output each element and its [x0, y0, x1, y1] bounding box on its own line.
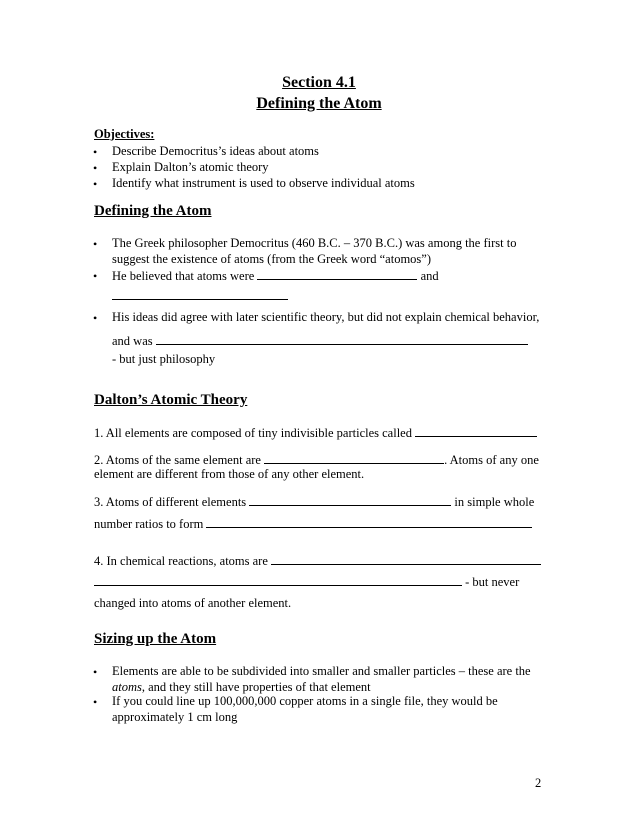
sizing-line-2-rest: , and they still have properties of that element — [141, 680, 371, 694]
answer-blank[interactable] — [257, 268, 417, 280]
objectives-heading: Objectives: — [94, 127, 155, 141]
dalton-point-4-line-3: changed into atoms of another element. — [94, 596, 292, 610]
answer-blank[interactable] — [112, 299, 288, 300]
dalton-point-4 — [94, 553, 541, 569]
bullet-icon: • — [93, 161, 98, 175]
bullet-icon: • — [93, 665, 98, 679]
objective-item: Describe Democritus’s ideas about atoms — [112, 144, 319, 158]
answer-blank[interactable] — [264, 452, 444, 464]
ideas-line-3: - but just philosophy — [112, 352, 216, 366]
answer-blank[interactable] — [206, 516, 532, 528]
sizing-line-2 — [112, 680, 371, 695]
objective-item: Explain Dalton’s atomic theory — [112, 160, 269, 174]
answer-blank[interactable] — [271, 553, 541, 565]
dalton-point-2-line-2: element are different from those of any other element. — [94, 467, 365, 481]
sizing-heading: Sizing up the Atom — [94, 631, 217, 647]
point-3-line-2-text: number ratios to form — [94, 517, 204, 531]
defining-atom-heading: Defining the Atom — [94, 203, 212, 219]
atoms-emphasis: atoms — [112, 680, 142, 694]
bullet-icon: • — [93, 145, 98, 159]
answer-blank[interactable] — [415, 425, 537, 437]
section-number: Section 4.1 — [282, 74, 356, 91]
point-3-post: in simple whole — [454, 495, 535, 509]
answer-blank[interactable] — [156, 333, 528, 345]
point-3-text: 3. Atoms of different elements — [94, 495, 247, 509]
page-number: 2 — [535, 776, 542, 790]
point-4-text: 4. In chemical reactions, atoms are — [94, 554, 268, 568]
dalton-point-2 — [94, 452, 539, 468]
copper-line-2: approximately 1 cm long — [112, 710, 238, 724]
bullet-icon: • — [93, 269, 98, 283]
bullet-icon: • — [93, 311, 98, 325]
objective-item: Identify what instrument is used to observe individual atoms — [112, 176, 415, 190]
and-was-text: and was — [112, 334, 153, 348]
and-text: and — [420, 269, 439, 283]
bullet-icon: • — [93, 177, 98, 191]
answer-blank[interactable] — [249, 494, 451, 506]
point-2-text: 2. Atoms of the same element are — [94, 453, 261, 467]
point-2-post: . Atoms of any one — [444, 453, 539, 467]
point-1-text: 1. All elements are composed of tiny indivisible particles called — [94, 426, 412, 440]
bullet-icon: • — [93, 695, 98, 709]
ideas-line-1: His ideas did agree with later scientific theory, but did not explain chemical behavior, — [112, 310, 540, 324]
copper-line-1: If you could line up 100,000,000 copper atoms in a single file, they would be — [112, 694, 498, 708]
believed-text: He believed that atoms were — [112, 269, 255, 283]
bullet-icon: • — [93, 237, 98, 251]
dalton-point-3-line-2 — [94, 516, 532, 532]
dalton-point-3 — [94, 494, 534, 510]
page-title: Defining the Atom — [256, 95, 382, 112]
dalton-heading: Dalton’s Atomic Theory — [94, 392, 248, 408]
ideas-line-2 — [112, 333, 528, 349]
believed-line — [112, 268, 439, 284]
sizing-line-1: Elements are able to be subdivided into smaller and smaller particles – these are the — [112, 664, 531, 678]
dalton-point-4-line-2 — [94, 574, 519, 590]
democritus-line-1: The Greek philosopher Democritus (460 B.C. – 370 B.C.) was among the first to — [112, 236, 517, 250]
democritus-line-2: suggest the existence of atoms (from the Greek word “atomos”) — [112, 252, 431, 266]
answer-blank[interactable] — [94, 574, 462, 586]
dalton-point-1 — [94, 425, 537, 441]
but-never-text: - but never — [465, 575, 520, 589]
